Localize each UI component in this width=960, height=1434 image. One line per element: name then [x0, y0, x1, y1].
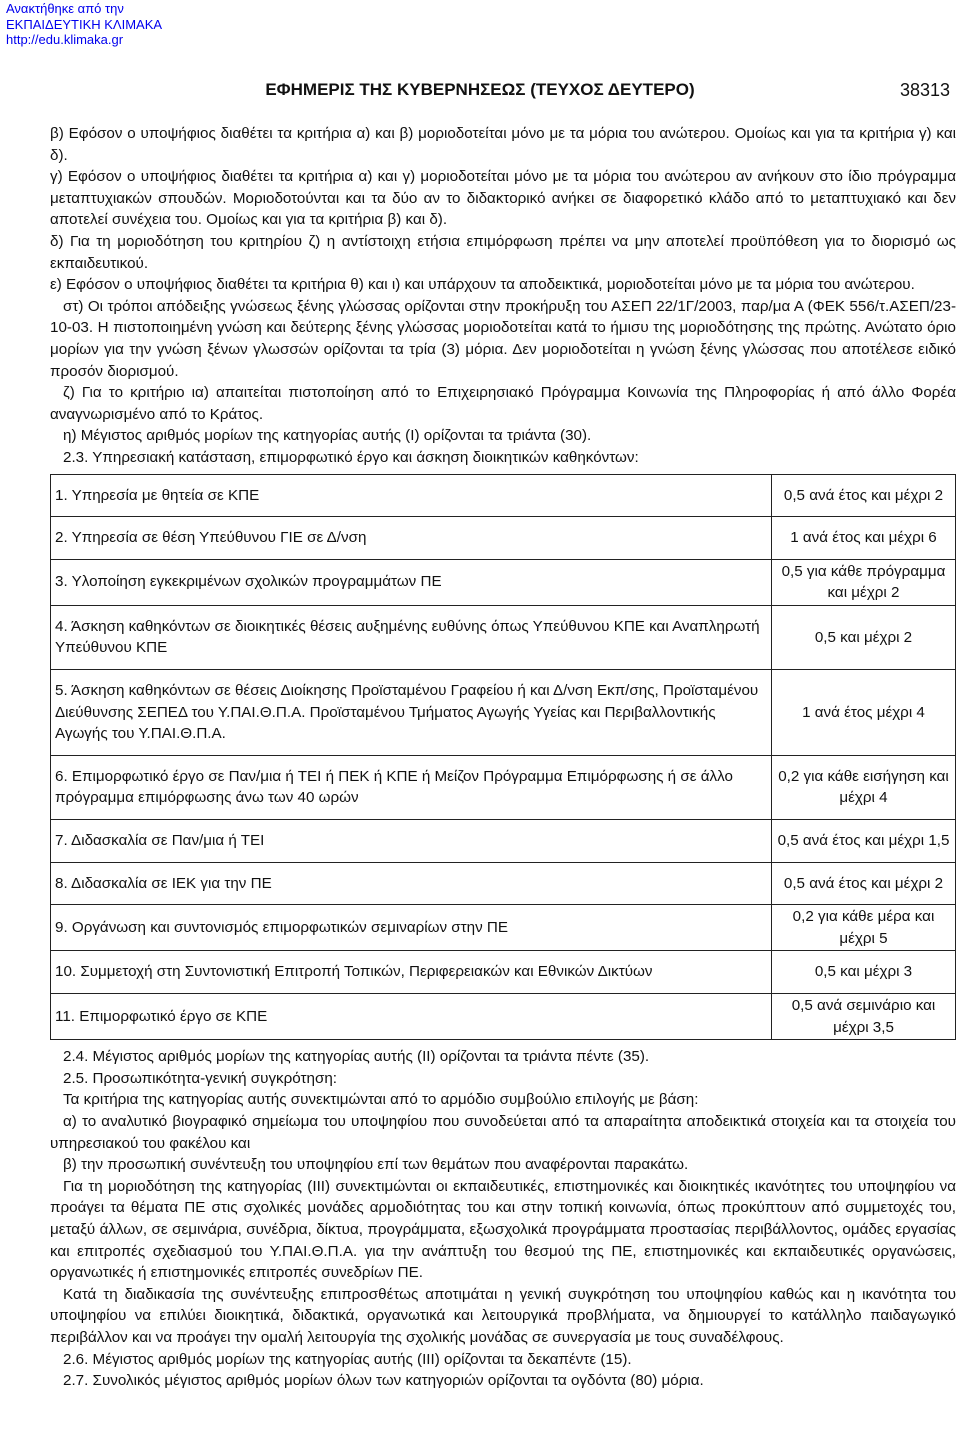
- interview-paragraph: Κατά τη διαδικασία της συνέντευξης επιπροσθέτως αποτιμάται η γενική συγκρότηση του υποψηφίου καθώς και η ικανότητα του υποψηφίου να επιλύει διοικητικά, διδακτικά, οργανωτικά και λειτουργικά προβλήματα, να δημιουργεί το κατάλληλο παιδαγωγικό περιβάλλον και να προάγει την ομαλή λειτουργία της σχολικής μονάδας σε συνεργασία με τους συναδέλφους.: [50, 1285, 956, 1346]
- points-cell: 0,5 ανά σεμινάριο και μέχρι 3,5: [772, 994, 956, 1040]
- table-row: [51, 755, 956, 819]
- points-cell: 0,2 για κάθε εισήγηση και μέχρι 4: [772, 755, 956, 819]
- paragraph-g: γ) Εφόσον ο υποψήφιος διαθέτει τα κριτήρια α) και γ) μοριοδοτείται μόνο με τα μόρια του ανώτερου αν ανήκουν στο ίδιο πρόγραμμα μεταπτυχιακών σπουδών. Μοριοδοτούνται και τα δύο αν το διδακτορικό ανήκει σε διαφορετικό κλάδο από το μεταπτυχιακό και δεν αποτελεί συνέχεια του. Ομοίως και για τα κριτήρια β) και δ).: [50, 168, 956, 229]
- source-line-1[interactable]: Ανακτήθηκε από την: [6, 1, 124, 16]
- points-cell: 1 ανά έτος μέχρι 4: [772, 670, 956, 756]
- category-iii-paragraph: Για τη μοριοδότηση της κατηγορίας (III) συνεκτιμώνται οι εκπαιδευτικές, επιστημονικές και διοικητικές ικανότητες του υποψηφίου να προάγει τα θέματα ΠΕ στις σχολικές μονάδες αρμοδιότητας του και στην τοπική κοινωνία, όπως προκύπτουν από συμμετοχές του, μεταξύ άλλων, σε σεμινάρια, συνέδρια, δίκτυα, προγράμματα, εξωσχολικά προγράμματα προστασίας περιβάλλοντος, ομάδες εργασίας και επιτροπές σχεδιασμού του Υ.ΠΑΙ.Θ.Π.Α. για την ανάπτυξη του θεσμού της ΠΕ, επιστημονικές και εκπαιδευτικές οργανώσεις, οργανωτικές ή επιστημονικές επιτροπές συνεδρίων ΠΕ.: [50, 1177, 956, 1282]
- table-row: [51, 994, 956, 1040]
- criterion-cell: 9. Οργάνωση και συντονισμός επιμορφωτικών σεμιναρίων στην ΠΕ: [51, 905, 772, 951]
- criterion-cell: 7. Διδασκαλία σε Παν/μια ή ΤΕΙ: [51, 820, 772, 863]
- section-2-4: 2.4. Μέγιστος αριθμός μορίων της κατηγορίας αυτής (II) ορίζονται τα τριάντα πέντε (35).: [63, 1048, 650, 1066]
- criterion-cell: 10. Συμμετοχή στη Συντονιστική Επιτροπή Τοπικών, Περιφερειακών και Εθνικών Δικτύων: [51, 951, 772, 994]
- points-cell: 1 ανά έτος και μέχρι 6: [772, 517, 956, 560]
- paragraph-d: δ) Για τη μοριοδότηση του κριτηρίου ζ) η αντίστοιχη ετήσια επιμόρφωση πρέπει να μην αποτελεί προϋπόθεση για το διορισμό ως εκπαιδευτικού.: [50, 232, 956, 272]
- paragraph-e: ε) Εφόσον ο υποψήφιος διαθέτει τα κριτήρια θ) και ι) και υπάρχουν τα αποδεικτικά, μοριοδοτείται μόνο με τα μόρια του ανώτερου.: [50, 276, 915, 294]
- gazette-title: ΕΦΗΜΕΡΙΣ ΤΗΣ ΚΥΒΕΡΝΗΣΕΩΣ (ΤΕΥΧΟΣ ΔΕΥΤΕΡΟ): [265, 80, 695, 99]
- paragraph-h: η) Μέγιστος αριθμός μορίων της κατηγορίας αυτής (I) ορίζονται τα τριάντα (30).: [63, 427, 592, 445]
- points-cell: 0,5 ανά έτος και μέχρι 2: [772, 474, 956, 517]
- criterion-cell: 6. Επιμορφωτικό έργο σε Παν/μια ή ΤΕΙ ή ΠΕΚ ή ΚΠΕ ή Μείζον Πρόγραμμα Επιμόρφωσης ή σε άλλο πρόγραμμα επιμόρφωσης άνω των 40 ωρών: [51, 755, 772, 819]
- section-2-7: 2.7. Συνολικός μέγιστος αριθμός μορίων όλων των κατηγοριών ορίζονται τα ογδόντα (80) μόρια.: [63, 1372, 704, 1390]
- criterion-cell: 4. Άσκηση καθηκόντων σε διοικητικές θέσεις αυξημένης ευθύνης όπως Υπεύθυνου ΚΠΕ και Αναπληρωτή Υπεύθυνου ΚΠΕ: [51, 605, 772, 669]
- section-2-5-b: β) την προσωπική συνέντευξη του υποψηφίου επί των θεμάτων που αναφέρονται παρακάτω.: [63, 1156, 689, 1174]
- criterion-cell: 5. Άσκηση καθηκόντων σε θέσεις Διοίκησης Προϊσταμένου Γραφείου ή και Δ/νση Εκπ/σης, Προϊσταμένου Διεύθυνσης ΣΕΠΕΔ του Υ.ΠΑΙ.Θ.Π.Α. Προϊσταμένου Τμήματος Αγωγής Υγείας και Περιβαλλοντικής Αγωγής του Υ.ΠΑΙ.Θ.Π.Α.: [51, 670, 772, 756]
- table-row: [51, 605, 956, 669]
- points-cell: 0,5 για κάθε πρόγραμμα και μέχρι 2: [772, 559, 956, 605]
- paragraph-b: β) Εφόσον ο υποψήφιος διαθέτει τα κριτήρια α) και β) μοριοδοτείται μόνο με τα μόρια του ανώτερου. Ομοίως και για τα κριτήρια γ) και δ).: [50, 125, 956, 164]
- table-row: [51, 862, 956, 905]
- source-line-2[interactable]: ΕΚΠΑΙΔΕΥΤΙΚΗ ΚΛΙΜΑΚΑ: [6, 16, 163, 32]
- paragraph-st: στ) Οι τρόποι απόδειξης γνώσεως ξένης γλώσσας ορίζονται στην προκήρυξη του ΑΣΕΠ 22/1Γ/2003, παρ/μα Α (ΦΕΚ 556/τ.ΑΣΕΠ/23-10-03. Η πιστοποιημένη γνώση και δεύτερης ξένης γλώσσας μοριοδοτείται κατά το ήμισυ της μοριοδότησης της πρώτης. Ανώτατο όριο μορίων για την γνώση ξένων γλωσσών ορίζονται τα τρία (3) μόρια. Δεν μοριοδοτείται η γνώση ξένης γλώσσας που αποτέλεσε ειδικό προσόν διορισμού.: [50, 297, 956, 380]
- criterion-cell: 8. Διδασκαλία σε ΙΕΚ για την ΠΕ: [51, 862, 772, 905]
- points-cell: 0,5 και μέχρι 3: [772, 951, 956, 994]
- section-2-5-heading: 2.5. Προσωπικότητα-γενική συγκρότηση:: [63, 1069, 337, 1087]
- section-2-3-heading: 2.3. Υπηρεσιακή κατάσταση, επιμορφωτικό έργο και άσκηση διοικητικών καθηκόντων:: [63, 448, 639, 466]
- section-2-5-a: α) το αναλυτικό βιογραφικό σημείωμα του υποψηφίου που συνοδεύεται από τα απαραίτητα αποδεικτικά στοιχεία και τα στοιχεία του υπηρεσιακού του φακέλου και: [50, 1112, 956, 1152]
- document-body: [50, 123, 956, 1392]
- table-row: [51, 905, 956, 951]
- table-row: [51, 517, 956, 560]
- table-row: [51, 951, 956, 994]
- points-cell: 0,5 ανά έτος και μέχρι 1,5: [772, 820, 956, 863]
- source-watermark: [6, 1, 162, 48]
- criterion-cell: 2. Υπηρεσία σε θέση Υπεύθυνου ΓΙΕ σε Δ/νση: [51, 517, 772, 560]
- source-url-link[interactable]: http://edu.klimaka.gr: [6, 32, 124, 47]
- table-row: [51, 820, 956, 863]
- criterion-cell: 1. Υπηρεσία με θητεία σε ΚΠΕ: [51, 474, 772, 517]
- page-header: [0, 80, 960, 104]
- paragraph-z: ζ) Για το κριτήριο ια) απαιτείται πιστοποίηση από το Επιχειρησιακό Πρόγραμμα Κοινωνία της Πληροφορίας ή από άλλο Φορέα αναγνωρισμένο από το Κράτος.: [50, 384, 956, 423]
- points-cell: 0,2 για κάθε μέρα και μέχρι 5: [772, 905, 956, 951]
- table-row: [51, 670, 956, 756]
- table-row: [51, 559, 956, 605]
- criterion-cell: 3. Υλοποίηση εγκεκριμένων σχολικών προγραμμάτων ΠΕ: [51, 559, 772, 605]
- criteria-table: [50, 474, 956, 1041]
- points-cell: 0,5 ανά έτος και μέχρι 2: [772, 862, 956, 905]
- page-number: 38313: [899, 80, 950, 100]
- criterion-cell: 11. Επιμορφωτικό έργο σε ΚΠΕ: [51, 994, 772, 1040]
- points-cell: 0,5 και μέχρι 2: [772, 605, 956, 669]
- section-2-5-intro: Τα κριτήρια της κατηγορίας αυτής συνεκτιμώνται από το αρμόδιο συμβούλιο επιλογής με βάση:: [63, 1091, 699, 1109]
- section-2-6: 2.6. Μέγιστος αριθμός μορίων της κατηγορίας αυτής (III) ορίζονται τα δεκαπέντε (15).: [63, 1350, 632, 1368]
- table-row: [51, 474, 956, 517]
